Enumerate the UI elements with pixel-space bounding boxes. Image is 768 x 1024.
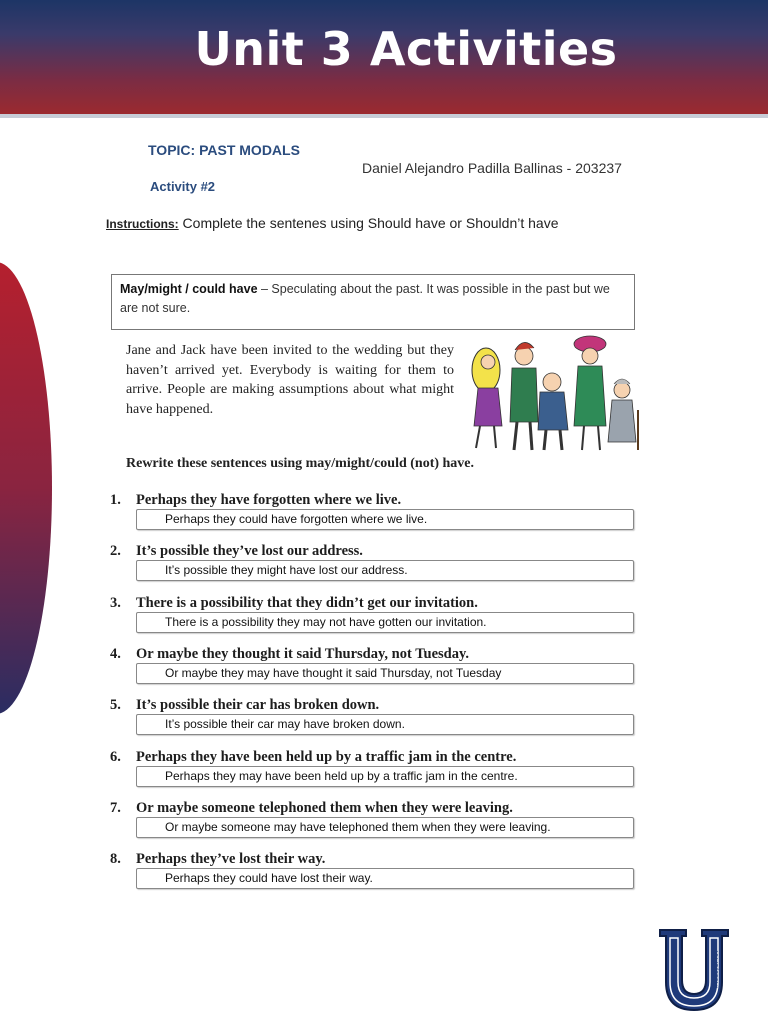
question	[110, 749, 516, 766]
instructions-text: Complete the sentenes using Should have or Shouldn’t have	[178, 215, 559, 231]
activity-heading: Activity #2	[150, 179, 216, 194]
question-number: 4.	[110, 646, 121, 662]
question	[110, 492, 401, 509]
question-text: Perhaps they’ve lost their way.	[136, 851, 326, 867]
question-text: Perhaps they have forgotten where we live.	[136, 492, 402, 508]
question-number: 3.	[110, 595, 121, 611]
question	[110, 800, 513, 817]
question	[110, 543, 363, 560]
question-text: It’s possible their car has broken down.	[136, 697, 380, 713]
question-text: Or maybe they thought it said Thursday, not Tuesday.	[136, 646, 470, 662]
instructions	[106, 215, 558, 231]
upra-logo	[658, 928, 730, 1012]
answer-field[interactable]: There is a possibility they may not have gotten our invitation.	[136, 612, 634, 633]
question-text: Perhaps they have been held up by a traffic jam in the centre.	[136, 749, 517, 765]
answer-field[interactable]: It’s possible they might have lost our address.	[136, 560, 634, 581]
hashtag-side-banner	[0, 262, 52, 714]
question-text: There is a possibility that they didn’t get our invitation.	[136, 595, 478, 611]
definition-box	[111, 274, 635, 330]
question-number: 1.	[110, 492, 121, 508]
page-title: Unit 3 Activities	[194, 22, 618, 76]
question-number: 5.	[110, 697, 121, 713]
logo-tag: #YoSoyUPRA	[714, 950, 720, 988]
definition-text: – Speculating about the past. It was possible in the past but we are not sure.	[120, 282, 610, 315]
question	[110, 851, 325, 868]
instructions-label: Instructions:	[106, 217, 179, 231]
answer-field[interactable]: Perhaps they may have been held up by a traffic jam in the centre.	[136, 766, 634, 787]
question-number: 6.	[110, 749, 121, 765]
answer-field[interactable]: It’s possible their car may have broken down.	[136, 714, 634, 735]
question-number: 8.	[110, 851, 121, 867]
question-number: 2.	[110, 543, 121, 559]
question	[110, 595, 478, 612]
story-paragraph: Jane and Jack have been invited to the wedding but they haven’t arrived yet. Everybody is waiting for them to arrive. People are making assumptions about what might have happened.	[126, 343, 454, 417]
answer-field[interactable]: Perhaps they could have forgotten where we live.	[136, 509, 634, 530]
answer-field[interactable]: Or maybe someone may have telephoned them when they were leaving.	[136, 817, 634, 838]
topic-heading: TOPIC: PAST MODALS	[148, 142, 300, 158]
answer-field[interactable]: Perhaps they could have lost their way.	[136, 868, 634, 889]
question	[110, 697, 379, 714]
student-name: Daniel Alejandro Padilla Ballinas - 203237	[362, 160, 622, 176]
answer-field[interactable]: Or maybe they may have thought it said Thursday, not Tuesday	[136, 663, 634, 684]
question	[110, 646, 469, 663]
question-text: It’s possible they’ve lost our address.	[136, 543, 363, 559]
header-divider	[0, 114, 768, 118]
question-number: 7.	[110, 800, 121, 816]
rewrite-prompt: Rewrite these sentences using may/might/could (not) have.	[126, 456, 475, 471]
question-text: Or maybe someone telephoned them when they were leaving.	[136, 800, 513, 816]
cartoon-people-illustration	[462, 330, 642, 456]
definition-term: May/might / could have	[120, 282, 258, 296]
